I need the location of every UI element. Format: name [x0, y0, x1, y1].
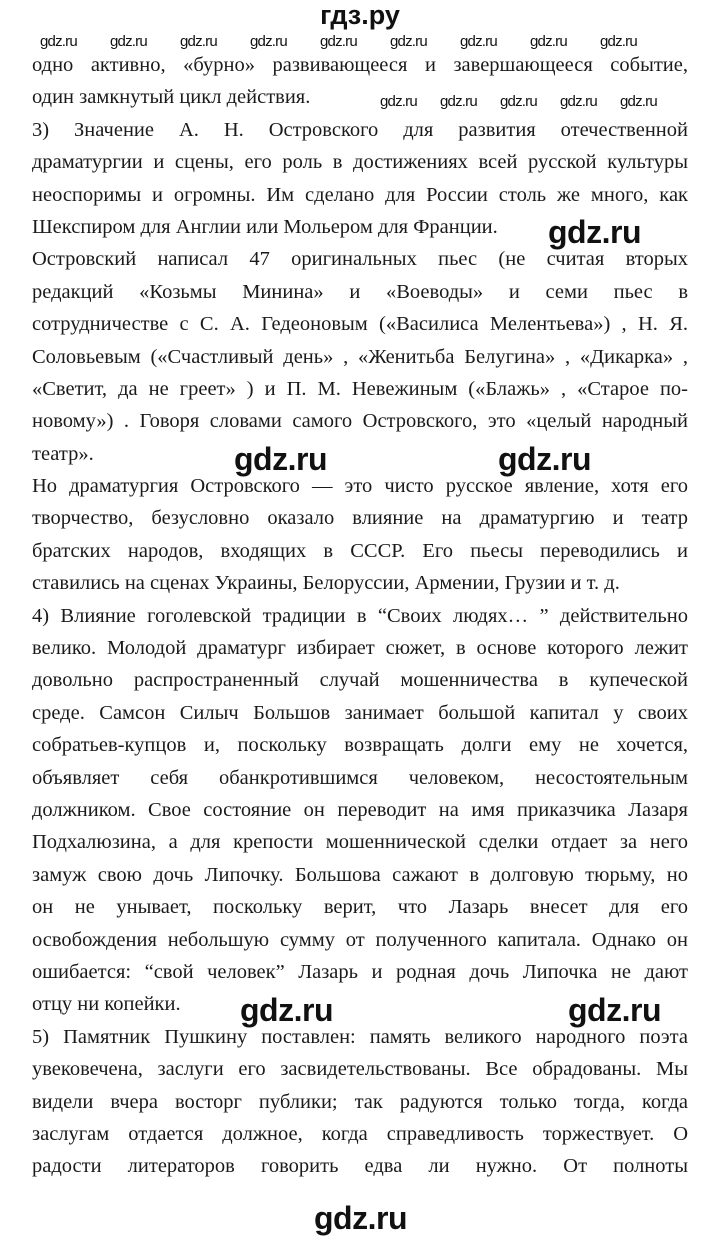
watermark-small: gdz.ru — [460, 33, 497, 50]
text-line: сотрудничестве с С. А. Гедеоновым («Василиса Мелентьева») , Н. Я. — [32, 313, 688, 336]
watermark-small: gdz.ru — [600, 33, 637, 50]
text-line: «Светит, да не греет» ) и П. М. Невежиным («Блажь» , «Старое по- — [32, 377, 688, 400]
watermark-small: gdz.ru — [440, 93, 477, 110]
text-line: драматургии и сцены, его роль в достижениях всей русской культуры — [32, 151, 688, 174]
text-line: отцу ни копейки. — [32, 993, 181, 1016]
watermark-small: gdz.ru — [180, 33, 217, 50]
text-line: видели вчера восторг публики; так радуются только тогда, когда — [32, 1090, 688, 1113]
text-line: Подхалюзина, а для крепости мошеннической сделки отдает за него — [32, 831, 688, 854]
text-line: ставились на сценах Украины, Белоруссии, Армении, Грузии и т. д. — [32, 572, 620, 595]
text-line: Соловьевым («Счастливый день» , «Женитьба Белугина» , «Дикарка» , — [32, 345, 688, 368]
watermark-small: gdz.ru — [320, 33, 357, 50]
text-line: должником. Свое состояние он переводит на имя приказчика Лазаря — [32, 798, 688, 821]
text-line: радости литераторов говорить едва ли нужно. От полноты — [32, 1155, 688, 1178]
watermark-small: gdz.ru — [620, 93, 657, 110]
text-line: Шекспиром для Англии или Мольером для Франции. — [32, 215, 498, 238]
watermark-large: gdz.ru — [548, 214, 641, 250]
text-line: Островский написал 47 оригинальных пьес (не считая вторых — [32, 248, 688, 271]
text-line: одно активно, «бурно» развивающееся и завершающееся событие, — [32, 54, 688, 76]
text-line: он не унывает, поскольку верит, что Лазарь внесет для его — [32, 896, 688, 919]
watermark-footer: gdz.ru — [314, 1200, 407, 1236]
text-line: один замкнутый цикл действия. — [32, 86, 311, 109]
watermark-small: gdz.ru — [560, 93, 597, 110]
text-line: творчество, безусловно оказало влияние на драматургию и театр — [32, 507, 688, 530]
text-line: объявляет себя обанкротившимся человеком, несостоятельным — [32, 766, 688, 789]
text-line: ошибается: “свой человек” Лазарь и родная дочь Липочка не дают — [32, 960, 688, 983]
watermark-small: gdz.ru — [500, 93, 537, 110]
watermark-small: gdz.ru — [40, 33, 77, 50]
text-line: увековечена, заслуги его засвидетельствованы. Все обрадованы. Мы — [32, 1058, 688, 1081]
text-line: освобождения небольшую сумму от полученного капитала. Однако он — [32, 928, 688, 951]
watermark-large: gdz.ru — [498, 441, 591, 477]
watermark-small: gdz.ru — [530, 33, 567, 50]
text-line: театр». — [32, 442, 94, 465]
text-line: неоспоримы и огромны. Им сделано для России столь же много, как — [32, 183, 688, 206]
site-title: гдз.ру — [320, 0, 400, 30]
text-line: Но драматургия Островского — это чисто русское явление, хотя его — [32, 475, 688, 498]
watermark-small: gdz.ru — [380, 93, 417, 110]
text-line: 4) Влияние гоголевской традиции в “Своих людях… ” действительно — [32, 604, 688, 627]
text-line: братских народов, входящих в СССР. Его пьесы переводились и — [32, 539, 688, 562]
text-line: новому») . Говоря словами самого Островского, это «целый народный — [32, 410, 688, 433]
watermark-large: gdz.ru — [234, 441, 327, 477]
watermark-small: gdz.ru — [250, 33, 287, 50]
text-line: велико. Молодой драматург избирает сюжет, в основе которого лежит — [32, 637, 688, 660]
watermark-large: gdz.ru — [240, 992, 333, 1028]
text-line: 5) Памятник Пушкину поставлен: память великого народного поэта — [32, 1025, 688, 1048]
watermark-small: gdz.ru — [110, 33, 147, 50]
text-line: замуж свою дочь Липочку. Большова сажают в долговую тюрьму, но — [32, 863, 688, 886]
watermark-large: gdz.ru — [568, 992, 661, 1028]
watermark-small: gdz.ru — [390, 33, 427, 50]
text-line: редакций «Козьмы Минина» и «Воеводы» и семи пьес в — [32, 280, 688, 303]
text-line: среде. Самсон Силыч Большов занимает большой капитал у своих — [32, 701, 688, 724]
text-line: 3) Значение А. Н. Островского для развития отечественной — [32, 118, 688, 141]
text-line: собратьев-купцов и, поскольку возвращать долги ему не хочется, — [32, 734, 688, 757]
text-line: довольно распространенный случай мошенничества в купеческой — [32, 669, 688, 692]
text-line: заслугам отдается должное, когда справедливость торжествует. О — [32, 1122, 688, 1145]
